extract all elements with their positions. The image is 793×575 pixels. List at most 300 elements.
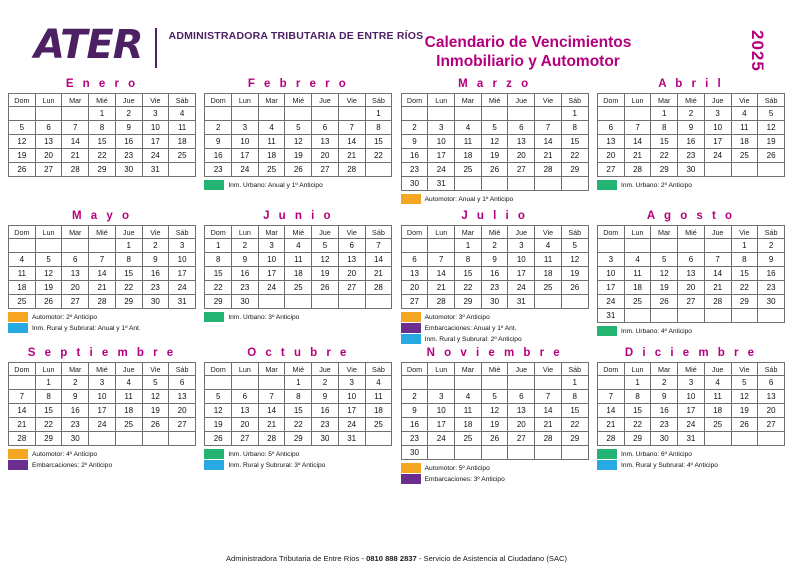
- due-date-cell: 15: [455, 267, 482, 281]
- legend-color-swatch: [401, 474, 421, 484]
- day-cell: 30: [62, 432, 89, 446]
- page-title: [378, 33, 678, 71]
- day-cell: 8: [731, 253, 758, 267]
- day-cell: 20: [597, 149, 624, 163]
- weekday-header-row: [205, 94, 392, 107]
- months-grid: [0, 78, 793, 485]
- day-cell: 7: [704, 253, 731, 267]
- week-row: [597, 309, 784, 323]
- day-cell: 11: [455, 135, 482, 149]
- day-cell: 4: [704, 376, 731, 390]
- day-cell: 5: [561, 239, 588, 253]
- weekday-header-cell: Lun: [428, 94, 455, 107]
- day-cell: 2: [678, 107, 705, 121]
- day-cell: 12: [312, 253, 339, 267]
- month-name: J u l i o: [461, 210, 528, 222]
- day-cell: 14: [9, 404, 36, 418]
- legend-label: Inm. Rural y Subrural: 4º Anticipo: [620, 461, 718, 469]
- day-cell: 16: [115, 135, 142, 149]
- day-cell: 3: [232, 121, 259, 135]
- day-cell: 3: [428, 390, 455, 404]
- week-row: [9, 239, 196, 253]
- empty-day-cell: [258, 376, 285, 390]
- day-cell: 9: [401, 135, 428, 149]
- weekday-header-cell: Jue: [508, 363, 535, 376]
- day-cell: 11: [285, 253, 312, 267]
- day-cell: 15: [731, 267, 758, 281]
- logo-divider: [155, 28, 157, 68]
- legend-item: [401, 312, 589, 322]
- day-cell: 26: [205, 432, 232, 446]
- day-cell: 14: [597, 404, 624, 418]
- day-cell: 19: [35, 281, 62, 295]
- weekday-header-cell: Mar: [651, 363, 678, 376]
- day-cell: 1: [455, 239, 482, 253]
- day-cell: 17: [338, 404, 365, 418]
- day-cell: 6: [401, 253, 428, 267]
- weekday-header-cell: Lun: [232, 363, 259, 376]
- day-cell: 19: [758, 135, 785, 149]
- month-name: S e p t i e m b r e: [27, 347, 177, 359]
- month-block: [8, 347, 196, 485]
- legend-item: [401, 334, 589, 344]
- weekday-header-row: [597, 363, 784, 376]
- day-cell: 1: [285, 376, 312, 390]
- day-cell: 5: [285, 121, 312, 135]
- week-row: [9, 418, 196, 432]
- day-cell: 25: [455, 163, 482, 177]
- day-cell: 2: [401, 121, 428, 135]
- day-cell: 15: [89, 135, 116, 149]
- day-cell: 2: [142, 239, 169, 253]
- day-cell: 16: [401, 149, 428, 163]
- day-cell: 24: [89, 418, 116, 432]
- day-cell: 30: [401, 177, 428, 191]
- empty-day-cell: [89, 239, 116, 253]
- due-date-cell: 24: [232, 163, 259, 177]
- day-cell: 4: [624, 253, 651, 267]
- empty-day-cell: [624, 239, 651, 253]
- day-cell: 11: [365, 390, 392, 404]
- legend-item: [401, 463, 589, 473]
- day-cell: 12: [561, 253, 588, 267]
- day-cell: 29: [624, 432, 651, 446]
- day-cell: 6: [338, 239, 365, 253]
- day-cell: 30: [758, 295, 785, 309]
- months-row: [8, 210, 785, 345]
- day-cell: 10: [338, 390, 365, 404]
- week-row: [401, 149, 588, 163]
- weekday-header-cell: Vie: [338, 94, 365, 107]
- month-calendar-table: [597, 93, 785, 177]
- day-cell: 28: [428, 295, 455, 309]
- day-cell: 1: [561, 376, 588, 390]
- due-date-cell: 18: [624, 281, 651, 295]
- week-row: [9, 404, 196, 418]
- week-row: [401, 281, 588, 295]
- month-legend: [204, 180, 392, 194]
- day-cell: 13: [758, 390, 785, 404]
- day-cell: 29: [115, 295, 142, 309]
- legend-item: [401, 323, 589, 333]
- week-row: [205, 253, 392, 267]
- week-row: [205, 267, 392, 281]
- weekday-header-cell: Mié: [678, 94, 705, 107]
- empty-day-cell: [535, 446, 562, 460]
- month-legend: [204, 449, 392, 470]
- empty-day-cell: [624, 309, 651, 323]
- day-cell: 11: [731, 121, 758, 135]
- day-cell: 13: [401, 267, 428, 281]
- day-cell: 27: [232, 432, 259, 446]
- day-cell: 2: [758, 239, 785, 253]
- day-cell: 6: [758, 376, 785, 390]
- due-date-cell: 25: [258, 163, 285, 177]
- day-cell: 3: [169, 239, 196, 253]
- day-cell: 18: [258, 149, 285, 163]
- month-calendar-table: [401, 362, 589, 460]
- day-cell: 29: [651, 163, 678, 177]
- empty-day-cell: [428, 107, 455, 121]
- legend-color-swatch: [401, 334, 421, 344]
- empty-day-cell: [142, 432, 169, 446]
- due-date-cell: 15: [35, 404, 62, 418]
- legend-item: [8, 449, 196, 459]
- day-cell: 4: [258, 121, 285, 135]
- legend-label: Inm. Urbano: 5º Anticipo: [228, 450, 300, 458]
- day-cell: 28: [535, 432, 562, 446]
- day-cell: 3: [142, 107, 169, 121]
- legend-label: Automotor: 5º Anticipo: [424, 464, 490, 472]
- due-date-cell: 16: [142, 267, 169, 281]
- day-cell: 14: [62, 135, 89, 149]
- day-cell: 7: [89, 253, 116, 267]
- day-cell: 6: [62, 253, 89, 267]
- weekday-header-cell: Dom: [9, 94, 36, 107]
- legend-item: [204, 460, 392, 470]
- legend-label: Inm. Rural y Subrural: 3º Anticipo: [228, 461, 326, 469]
- week-row: [401, 446, 588, 460]
- day-cell: 12: [35, 267, 62, 281]
- week-row: [205, 135, 392, 149]
- day-cell: 19: [285, 149, 312, 163]
- month-legend: [401, 312, 589, 344]
- week-row: [401, 267, 588, 281]
- empty-day-cell: [205, 376, 232, 390]
- day-cell: 24: [338, 418, 365, 432]
- week-row: [597, 404, 784, 418]
- weekday-header-cell: Mar: [258, 226, 285, 239]
- weekday-header-row: [401, 226, 588, 239]
- due-date-cell: 15: [285, 404, 312, 418]
- day-cell: 10: [678, 390, 705, 404]
- logo-wordmark: ATER: [34, 22, 143, 68]
- empty-day-cell: [508, 376, 535, 390]
- day-cell: 28: [535, 163, 562, 177]
- day-cell: 11: [9, 267, 36, 281]
- day-cell: 9: [232, 253, 259, 267]
- day-cell: 30: [678, 163, 705, 177]
- week-row: [401, 418, 588, 432]
- empty-day-cell: [481, 446, 508, 460]
- day-cell: 21: [62, 149, 89, 163]
- day-cell: 23: [312, 418, 339, 432]
- months-row: [8, 347, 785, 485]
- day-cell: 26: [285, 163, 312, 177]
- month-block: [597, 210, 785, 345]
- day-cell: 29: [285, 432, 312, 446]
- day-cell: 30: [481, 295, 508, 309]
- day-cell: 26: [481, 163, 508, 177]
- weekday-header-cell: Mar: [651, 226, 678, 239]
- day-cell: 19: [561, 267, 588, 281]
- month-legend: [597, 449, 785, 470]
- day-cell: 21: [258, 418, 285, 432]
- day-cell: 18: [704, 404, 731, 418]
- day-cell: 15: [205, 267, 232, 281]
- weekday-header-cell: Lun: [624, 94, 651, 107]
- legend-color-swatch: [204, 449, 224, 459]
- empty-day-cell: [258, 107, 285, 121]
- weekday-header-cell: Jue: [115, 94, 142, 107]
- day-cell: 11: [258, 135, 285, 149]
- day-cell: 10: [704, 121, 731, 135]
- weekday-header-cell: Dom: [205, 226, 232, 239]
- legend-item: [401, 194, 589, 204]
- due-date-cell: 18: [455, 149, 482, 163]
- empty-day-cell: [62, 107, 89, 121]
- day-cell: 11: [169, 121, 196, 135]
- day-cell: 29: [731, 295, 758, 309]
- day-cell: 20: [678, 281, 705, 295]
- month-name: A g o s t o: [646, 210, 736, 222]
- weekday-header-cell: Dom: [597, 363, 624, 376]
- day-cell: 24: [704, 149, 731, 163]
- weekday-header-cell: Lun: [35, 94, 62, 107]
- day-cell: 19: [731, 404, 758, 418]
- due-date-cell: 16: [678, 135, 705, 149]
- day-cell: 27: [508, 432, 535, 446]
- empty-day-cell: [678, 309, 705, 323]
- day-cell: 22: [205, 281, 232, 295]
- weekday-header-cell: Lun: [35, 363, 62, 376]
- day-cell: 3: [508, 239, 535, 253]
- day-cell: 25: [115, 418, 142, 432]
- legend-color-swatch: [8, 323, 28, 333]
- day-cell: 1: [624, 376, 651, 390]
- day-cell: 13: [169, 390, 196, 404]
- week-row: [597, 267, 784, 281]
- legend-label: Embarcaciones: 3º Anticipo: [424, 475, 505, 483]
- day-cell: 20: [312, 149, 339, 163]
- weekday-header-cell: Lun: [428, 363, 455, 376]
- day-cell: 13: [597, 135, 624, 149]
- month-calendar-table: [401, 93, 589, 191]
- week-row: [401, 177, 588, 191]
- day-cell: 21: [338, 149, 365, 163]
- day-cell: 26: [651, 295, 678, 309]
- day-cell: 22: [365, 149, 392, 163]
- empty-day-cell: [232, 376, 259, 390]
- day-cell: 7: [62, 121, 89, 135]
- weekday-header-cell: Jue: [312, 94, 339, 107]
- empty-day-cell: [35, 107, 62, 121]
- day-cell: 10: [169, 253, 196, 267]
- day-cell: 21: [535, 418, 562, 432]
- month-legend: [401, 463, 589, 484]
- legend-item: [204, 312, 392, 322]
- footer-phone: 0810 888 2837: [366, 554, 417, 563]
- empty-day-cell: [401, 376, 428, 390]
- weekday-header-row: [597, 226, 784, 239]
- legend-item: [401, 474, 589, 484]
- weekday-header-cell: Lun: [35, 226, 62, 239]
- month-legend: [8, 180, 196, 194]
- day-cell: 22: [285, 418, 312, 432]
- empty-day-cell: [338, 295, 365, 309]
- day-cell: 21: [9, 418, 36, 432]
- day-cell: 23: [401, 432, 428, 446]
- due-date-cell: 15: [624, 404, 651, 418]
- day-cell: 10: [232, 135, 259, 149]
- empty-day-cell: [561, 295, 588, 309]
- empty-day-cell: [678, 239, 705, 253]
- empty-day-cell: [62, 239, 89, 253]
- due-date-cell: 16: [481, 267, 508, 281]
- day-cell: 9: [481, 253, 508, 267]
- weekday-header-cell: Jue: [704, 226, 731, 239]
- day-cell: 24: [428, 163, 455, 177]
- empty-day-cell: [481, 107, 508, 121]
- day-cell: 3: [89, 376, 116, 390]
- empty-day-cell: [365, 432, 392, 446]
- day-cell: 29: [89, 163, 116, 177]
- day-cell: 24: [597, 295, 624, 309]
- weekday-header-cell: Sáb: [758, 226, 785, 239]
- due-date-cell: 15: [651, 135, 678, 149]
- day-cell: 3: [678, 376, 705, 390]
- week-row: [9, 135, 196, 149]
- week-row: [597, 281, 784, 295]
- day-cell: 13: [508, 135, 535, 149]
- day-cell: 4: [169, 107, 196, 121]
- weekday-header-cell: Vie: [338, 226, 365, 239]
- day-cell: 4: [455, 390, 482, 404]
- legend-item: [597, 180, 785, 190]
- day-cell: 5: [312, 239, 339, 253]
- day-cell: 16: [758, 267, 785, 281]
- day-cell: 23: [401, 163, 428, 177]
- empty-day-cell: [258, 295, 285, 309]
- month-block: [204, 210, 392, 345]
- empty-day-cell: [169, 163, 196, 177]
- day-cell: 8: [651, 121, 678, 135]
- day-cell: 3: [597, 253, 624, 267]
- due-date-cell: 17: [428, 418, 455, 432]
- day-cell: 2: [115, 107, 142, 121]
- month-block: [8, 210, 196, 345]
- logo-subtitle: ADMINISTRADORA TRIBUTARIA DE ENTRE RÍOS: [168, 30, 424, 42]
- day-cell: 22: [89, 149, 116, 163]
- month-name: F e b r e r o: [247, 78, 349, 90]
- week-row: [205, 432, 392, 446]
- day-cell: 22: [35, 418, 62, 432]
- page-header: [0, 0, 793, 78]
- day-cell: 24: [258, 281, 285, 295]
- legend-color-swatch: [597, 460, 617, 470]
- empty-day-cell: [535, 107, 562, 121]
- weekday-header-cell: Mié: [89, 226, 116, 239]
- weekday-header-row: [9, 94, 196, 107]
- day-cell: 30: [142, 295, 169, 309]
- month-name: D i c i e m b r e: [624, 347, 758, 359]
- day-cell: 12: [758, 121, 785, 135]
- month-calendar-table: [401, 225, 589, 309]
- week-row: [9, 149, 196, 163]
- week-row: [9, 107, 196, 121]
- day-cell: 25: [9, 295, 36, 309]
- day-cell: 2: [205, 121, 232, 135]
- day-cell: 14: [338, 135, 365, 149]
- weekday-header-cell: Dom: [205, 94, 232, 107]
- weekday-header-cell: Mar: [62, 94, 89, 107]
- month-name: E n e r o: [65, 78, 139, 90]
- weekday-header-cell: Jue: [115, 226, 142, 239]
- day-cell: 5: [651, 253, 678, 267]
- day-cell: 14: [365, 253, 392, 267]
- footer-prefix: Administradora Tributaria de Entre Ríos -: [225, 554, 367, 563]
- legend-color-swatch: [401, 463, 421, 473]
- day-cell: 9: [115, 121, 142, 135]
- week-row: [597, 163, 784, 177]
- day-cell: 1: [205, 239, 232, 253]
- legend-label: Inm. Urbano: 2º Anticipo: [620, 181, 692, 189]
- legend-item: [597, 326, 785, 336]
- weekday-header-cell: Mié: [89, 363, 116, 376]
- due-date-cell: 18: [455, 418, 482, 432]
- day-cell: 12: [142, 390, 169, 404]
- week-row: [597, 121, 784, 135]
- day-cell: 18: [169, 135, 196, 149]
- week-row: [401, 107, 588, 121]
- day-cell: 19: [312, 267, 339, 281]
- weekday-header-cell: Mié: [285, 94, 312, 107]
- empty-day-cell: [365, 163, 392, 177]
- day-cell: 4: [455, 121, 482, 135]
- empty-day-cell: [731, 432, 758, 446]
- week-row: [9, 163, 196, 177]
- day-cell: 27: [35, 163, 62, 177]
- empty-day-cell: [481, 376, 508, 390]
- legend-color-swatch: [8, 449, 28, 459]
- month-calendar-table: [597, 225, 785, 323]
- weekday-header-cell: Sáb: [365, 226, 392, 239]
- empty-day-cell: [597, 239, 624, 253]
- day-cell: 11: [115, 390, 142, 404]
- day-cell: 7: [365, 239, 392, 253]
- weekday-header-cell: Sáb: [365, 363, 392, 376]
- week-row: [401, 404, 588, 418]
- week-row: [597, 418, 784, 432]
- month-calendar-table: [8, 93, 196, 177]
- day-cell: 22: [651, 149, 678, 163]
- weekday-header-cell: Sáb: [758, 94, 785, 107]
- day-cell: 15: [365, 135, 392, 149]
- empty-day-cell: [285, 295, 312, 309]
- day-cell: 13: [35, 135, 62, 149]
- weekday-header-cell: Mar: [455, 94, 482, 107]
- legend-label: Inm. Urbano: Anual y 1º Anticipo: [228, 181, 323, 189]
